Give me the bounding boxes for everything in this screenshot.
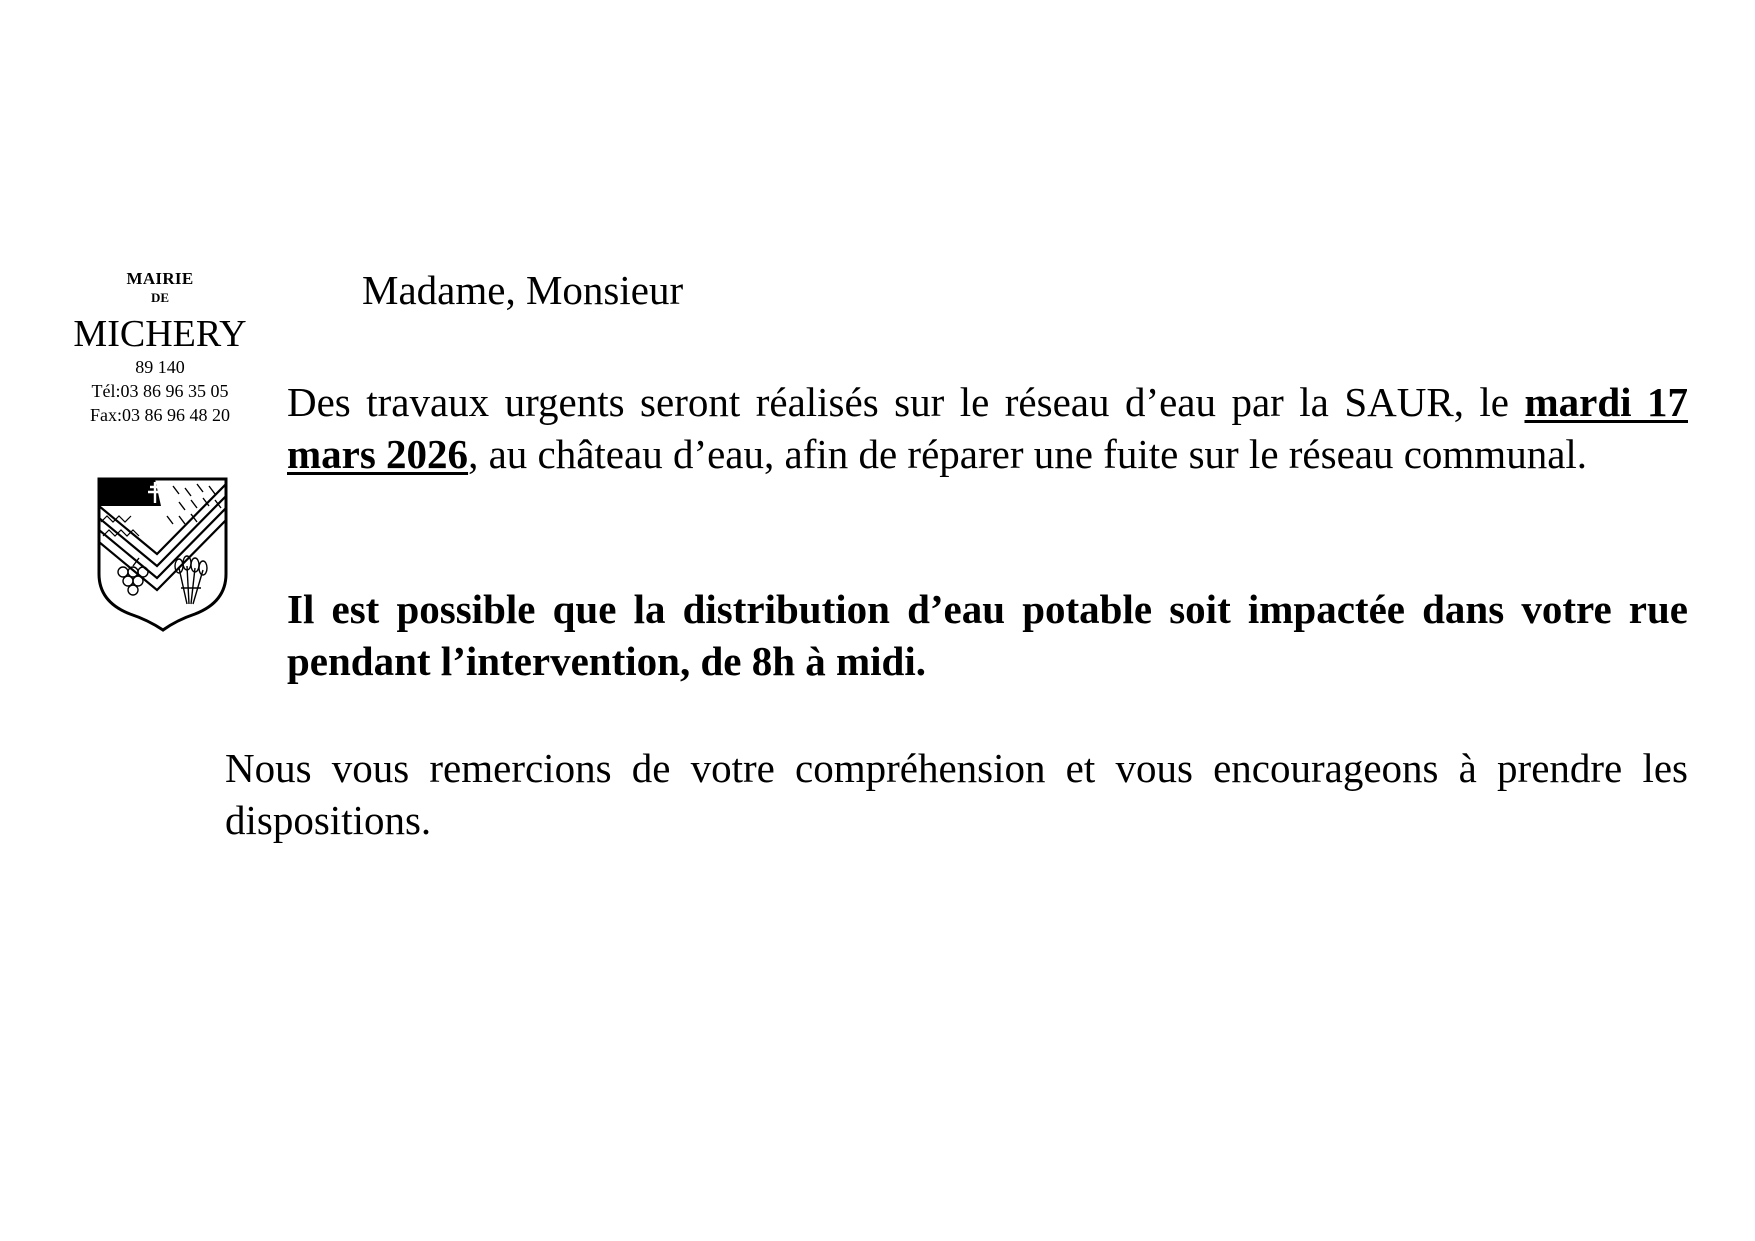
greeting: Madame, Monsieur (362, 267, 684, 313)
paragraph-works-lead: Des travaux urgents seront réalisés sur le réseau d’eau par la SAUR, le (287, 379, 1525, 425)
paragraph-closing: Nous vous remercions de votre compréhension et vous encourageons à prendre les dispositions. (225, 745, 1688, 843)
works-date: mardi 17 mars 2026 (287, 379, 1688, 477)
letterhead-phone: Tél:03 86 96 35 05 (91, 381, 229, 401)
letterhead-de: DE (150, 290, 170, 305)
coat-of-arms-icon (95, 476, 230, 632)
paragraph-works-notice (287, 376, 1688, 480)
letterhead-commune: MICHERY (73, 313, 247, 355)
paragraph-water-impact: Il est possible que la distribution d’eau potable soit impactée dans votre rue pendant l’intervention, de 8h à midi. (287, 586, 1688, 684)
letterhead-postal-code: 89 140 (135, 357, 185, 377)
letterhead-fax: Fax:03 86 96 48 20 (89, 405, 230, 425)
letterhead (40, 270, 280, 424)
letterhead-mairie: MAIRIE (126, 269, 194, 288)
paragraph-works-rest: , au château d’eau, afin de réparer une fuite sur le réseau communal. (468, 431, 1588, 477)
